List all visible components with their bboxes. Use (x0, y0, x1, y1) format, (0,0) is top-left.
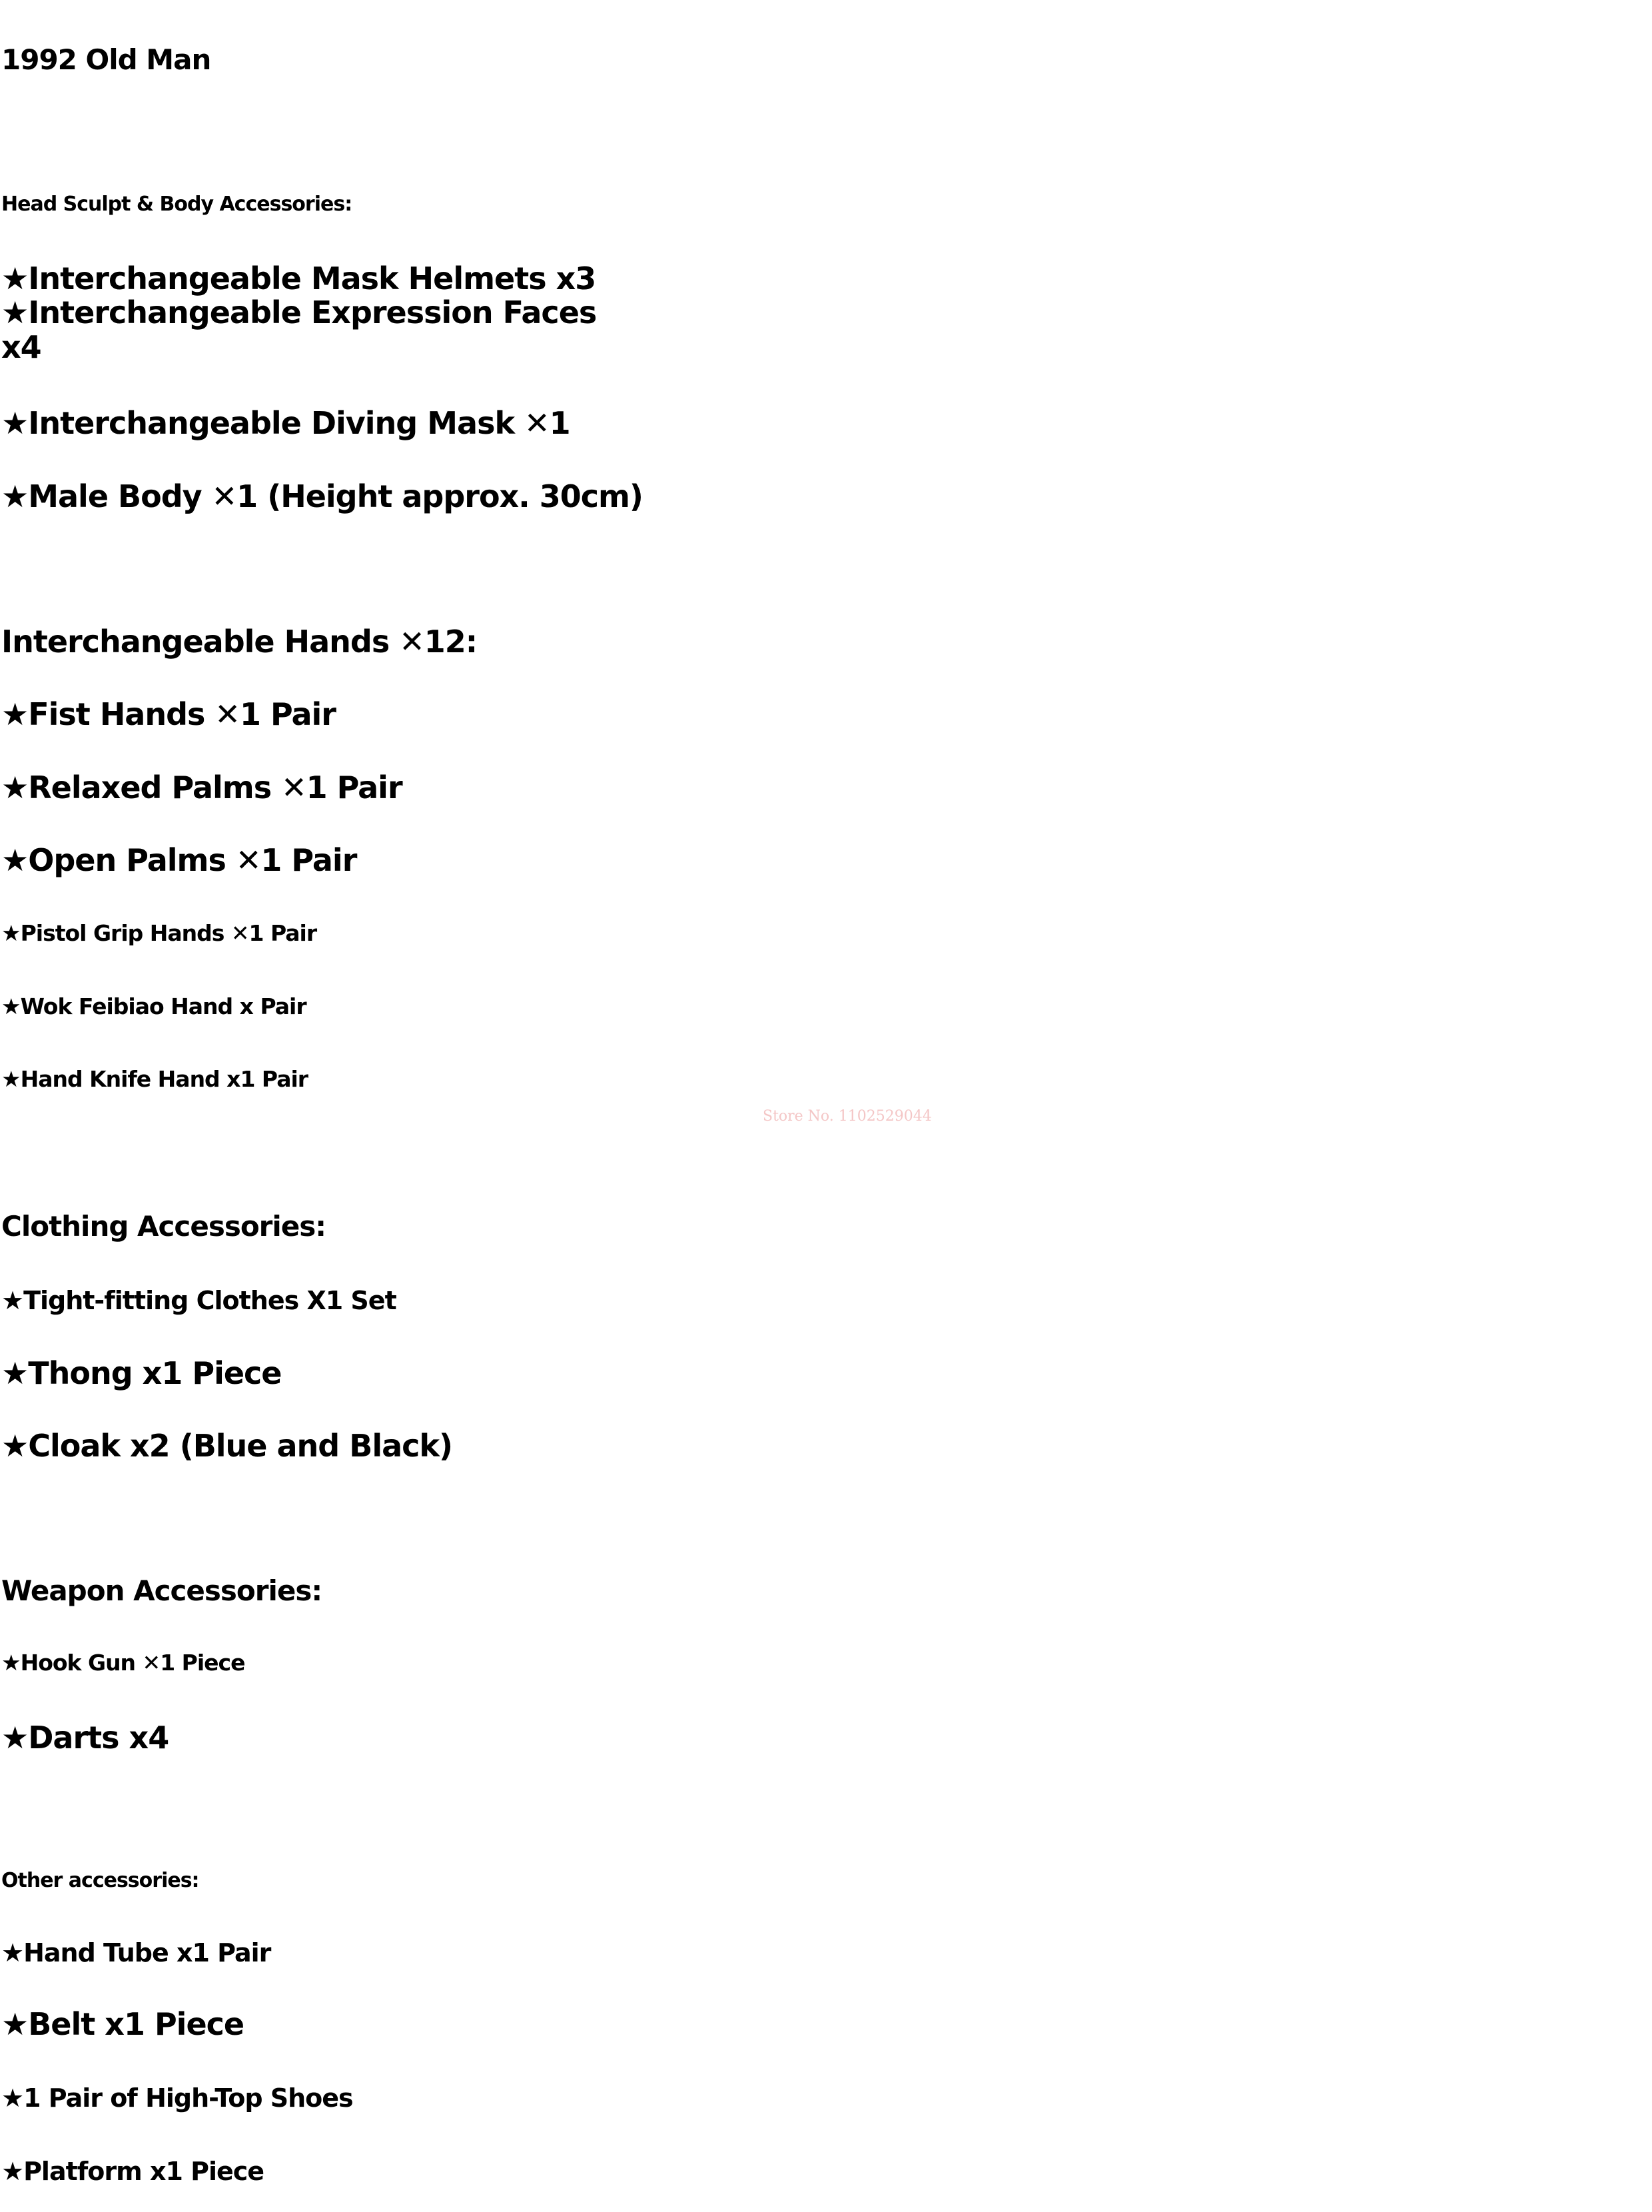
hands-item-hand-knife: ★Hand Knife Hand x1 Pair (1, 1066, 308, 1092)
head-item-mask-helmets: ★Interchangeable Mask Helmets x3 (1, 261, 596, 296)
head-item-expression-faces: ★Interchangeable Expression Faces (1, 294, 597, 330)
weapon-section-heading: Weapon Accessories: (1, 1574, 322, 1607)
clothing-item-tight-clothes: ★Tight-fitting Clothes X1 Set (1, 1286, 396, 1315)
clothing-item-thong: ★Thong x1 Piece (1, 1355, 282, 1391)
head-item-diving-mask: ★Interchangeable Diving Mask ✕1 (1, 405, 570, 441)
hands-section-heading: Interchangeable Hands ✕12: (1, 624, 478, 660)
other-item-platform: ★Platform x1 Piece (1, 2157, 264, 2186)
head-item-male-body: ★Male Body ✕1 (Height approx. 30cm) (1, 478, 643, 514)
hands-item-open-palms: ★Open Palms ✕1 Pair (1, 842, 357, 878)
product-title: 1992 Old Man (1, 43, 211, 76)
other-item-belt: ★Belt x1 Piece (1, 2006, 244, 2042)
clothing-item-cloak: ★Cloak x2 (Blue and Black) (1, 1428, 453, 1464)
hands-item-wok-feibiao: ★Wok Feibiao Hand x Pair (1, 993, 306, 1019)
weapon-item-darts: ★Darts x4 (1, 1720, 169, 1756)
other-item-hand-tube: ★Hand Tube x1 Pair (1, 1938, 271, 1967)
store-watermark: Store No. 1102529044 (763, 1108, 932, 1125)
other-item-high-top-shoes: ★1 Pair of High-Top Shoes (1, 2083, 353, 2113)
weapon-item-hook-gun: ★Hook Gun ✕1 Piece (1, 1650, 245, 1676)
clothing-section-heading: Clothing Accessories: (1, 1210, 326, 1243)
other-section-heading: Other accessories: (1, 1869, 199, 1892)
head-item-expression-faces-count: x4 (1, 329, 41, 365)
hands-item-fist: ★Fist Hands ✕1 Pair (1, 696, 336, 732)
head-section-heading: Head Sculpt & Body Accessories: (1, 193, 352, 216)
hands-item-pistol-grip: ★Pistol Grip Hands ✕1 Pair (1, 920, 317, 946)
hands-item-relaxed-palms: ★Relaxed Palms ✕1 Pair (1, 770, 402, 806)
